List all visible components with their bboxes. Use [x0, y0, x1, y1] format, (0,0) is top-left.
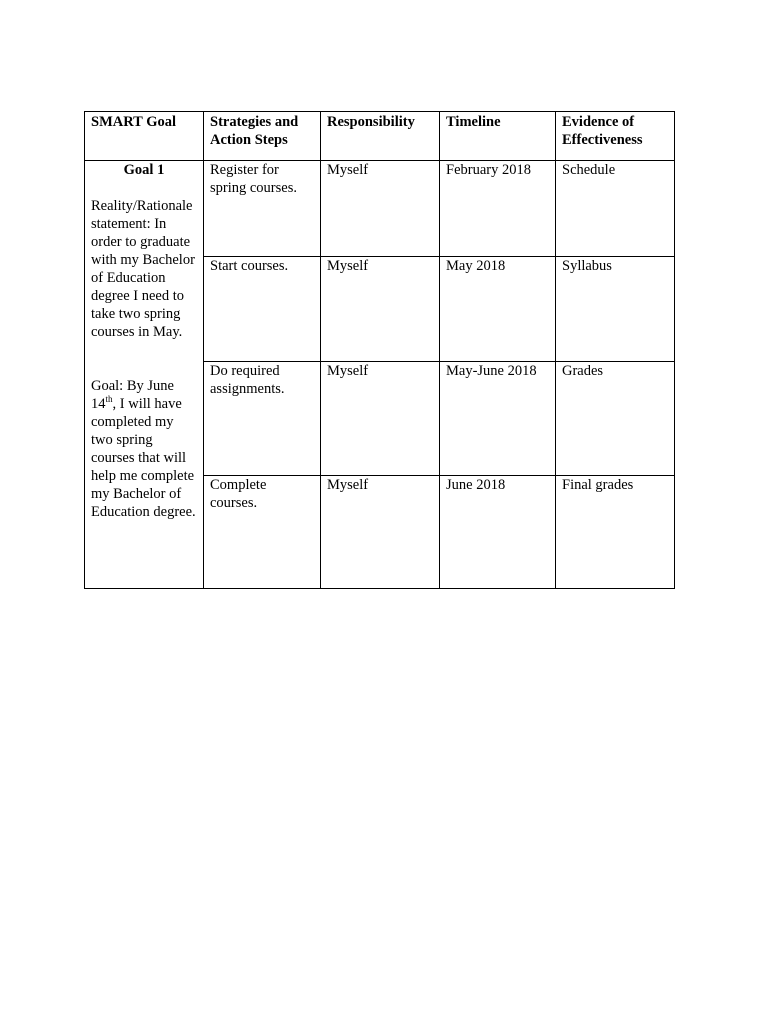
header-responsibility: Responsibility — [321, 112, 440, 161]
goal-cell — [85, 161, 204, 589]
strategy-cell: Do required assignments. — [204, 362, 321, 476]
timeline-cell: February 2018 — [440, 161, 556, 257]
responsibility-cell: Myself — [321, 257, 440, 362]
strategy-cell: Register for spring courses. — [204, 161, 321, 257]
responsibility-cell: Myself — [321, 362, 440, 476]
smart-goal-table — [84, 111, 675, 589]
responsibility-cell: Myself — [321, 161, 440, 257]
evidence-cell: Syllabus — [556, 257, 675, 362]
goal-rationale: Reality/Rationale statement: In order to graduate with my Bachelor of Education degree I need to take two spring courses in May. — [91, 198, 195, 340]
evidence-cell: Grades — [556, 362, 675, 476]
goal-statement-start: Goal: By June 14 — [91, 378, 174, 412]
goal-title: Goal 1 — [123, 162, 165, 178]
table-row — [85, 161, 675, 257]
header-strategies: Strategies and Action Steps — [204, 112, 321, 161]
goal-statement-sup: th — [105, 394, 113, 405]
header-evidence: Evidence of Effectiveness — [556, 112, 675, 161]
timeline-cell: May-June 2018 — [440, 362, 556, 476]
strategy-cell: Complete courses. — [204, 476, 321, 589]
header-timeline: Timeline — [440, 112, 556, 161]
strategy-cell: Start courses. — [204, 257, 321, 362]
evidence-cell: Schedule — [556, 161, 675, 257]
goal-statement — [91, 377, 197, 521]
goal-statement-end: , I will have completed my two spring courses that will help me complete my Bachelor of Education degree. — [91, 396, 196, 520]
header-smart-goal: SMART Goal — [85, 112, 204, 161]
evidence-cell: Final grades — [556, 476, 675, 589]
timeline-cell: May 2018 — [440, 257, 556, 362]
timeline-cell: June 2018 — [440, 476, 556, 589]
responsibility-cell: Myself — [321, 476, 440, 589]
table-header-row — [85, 112, 675, 161]
